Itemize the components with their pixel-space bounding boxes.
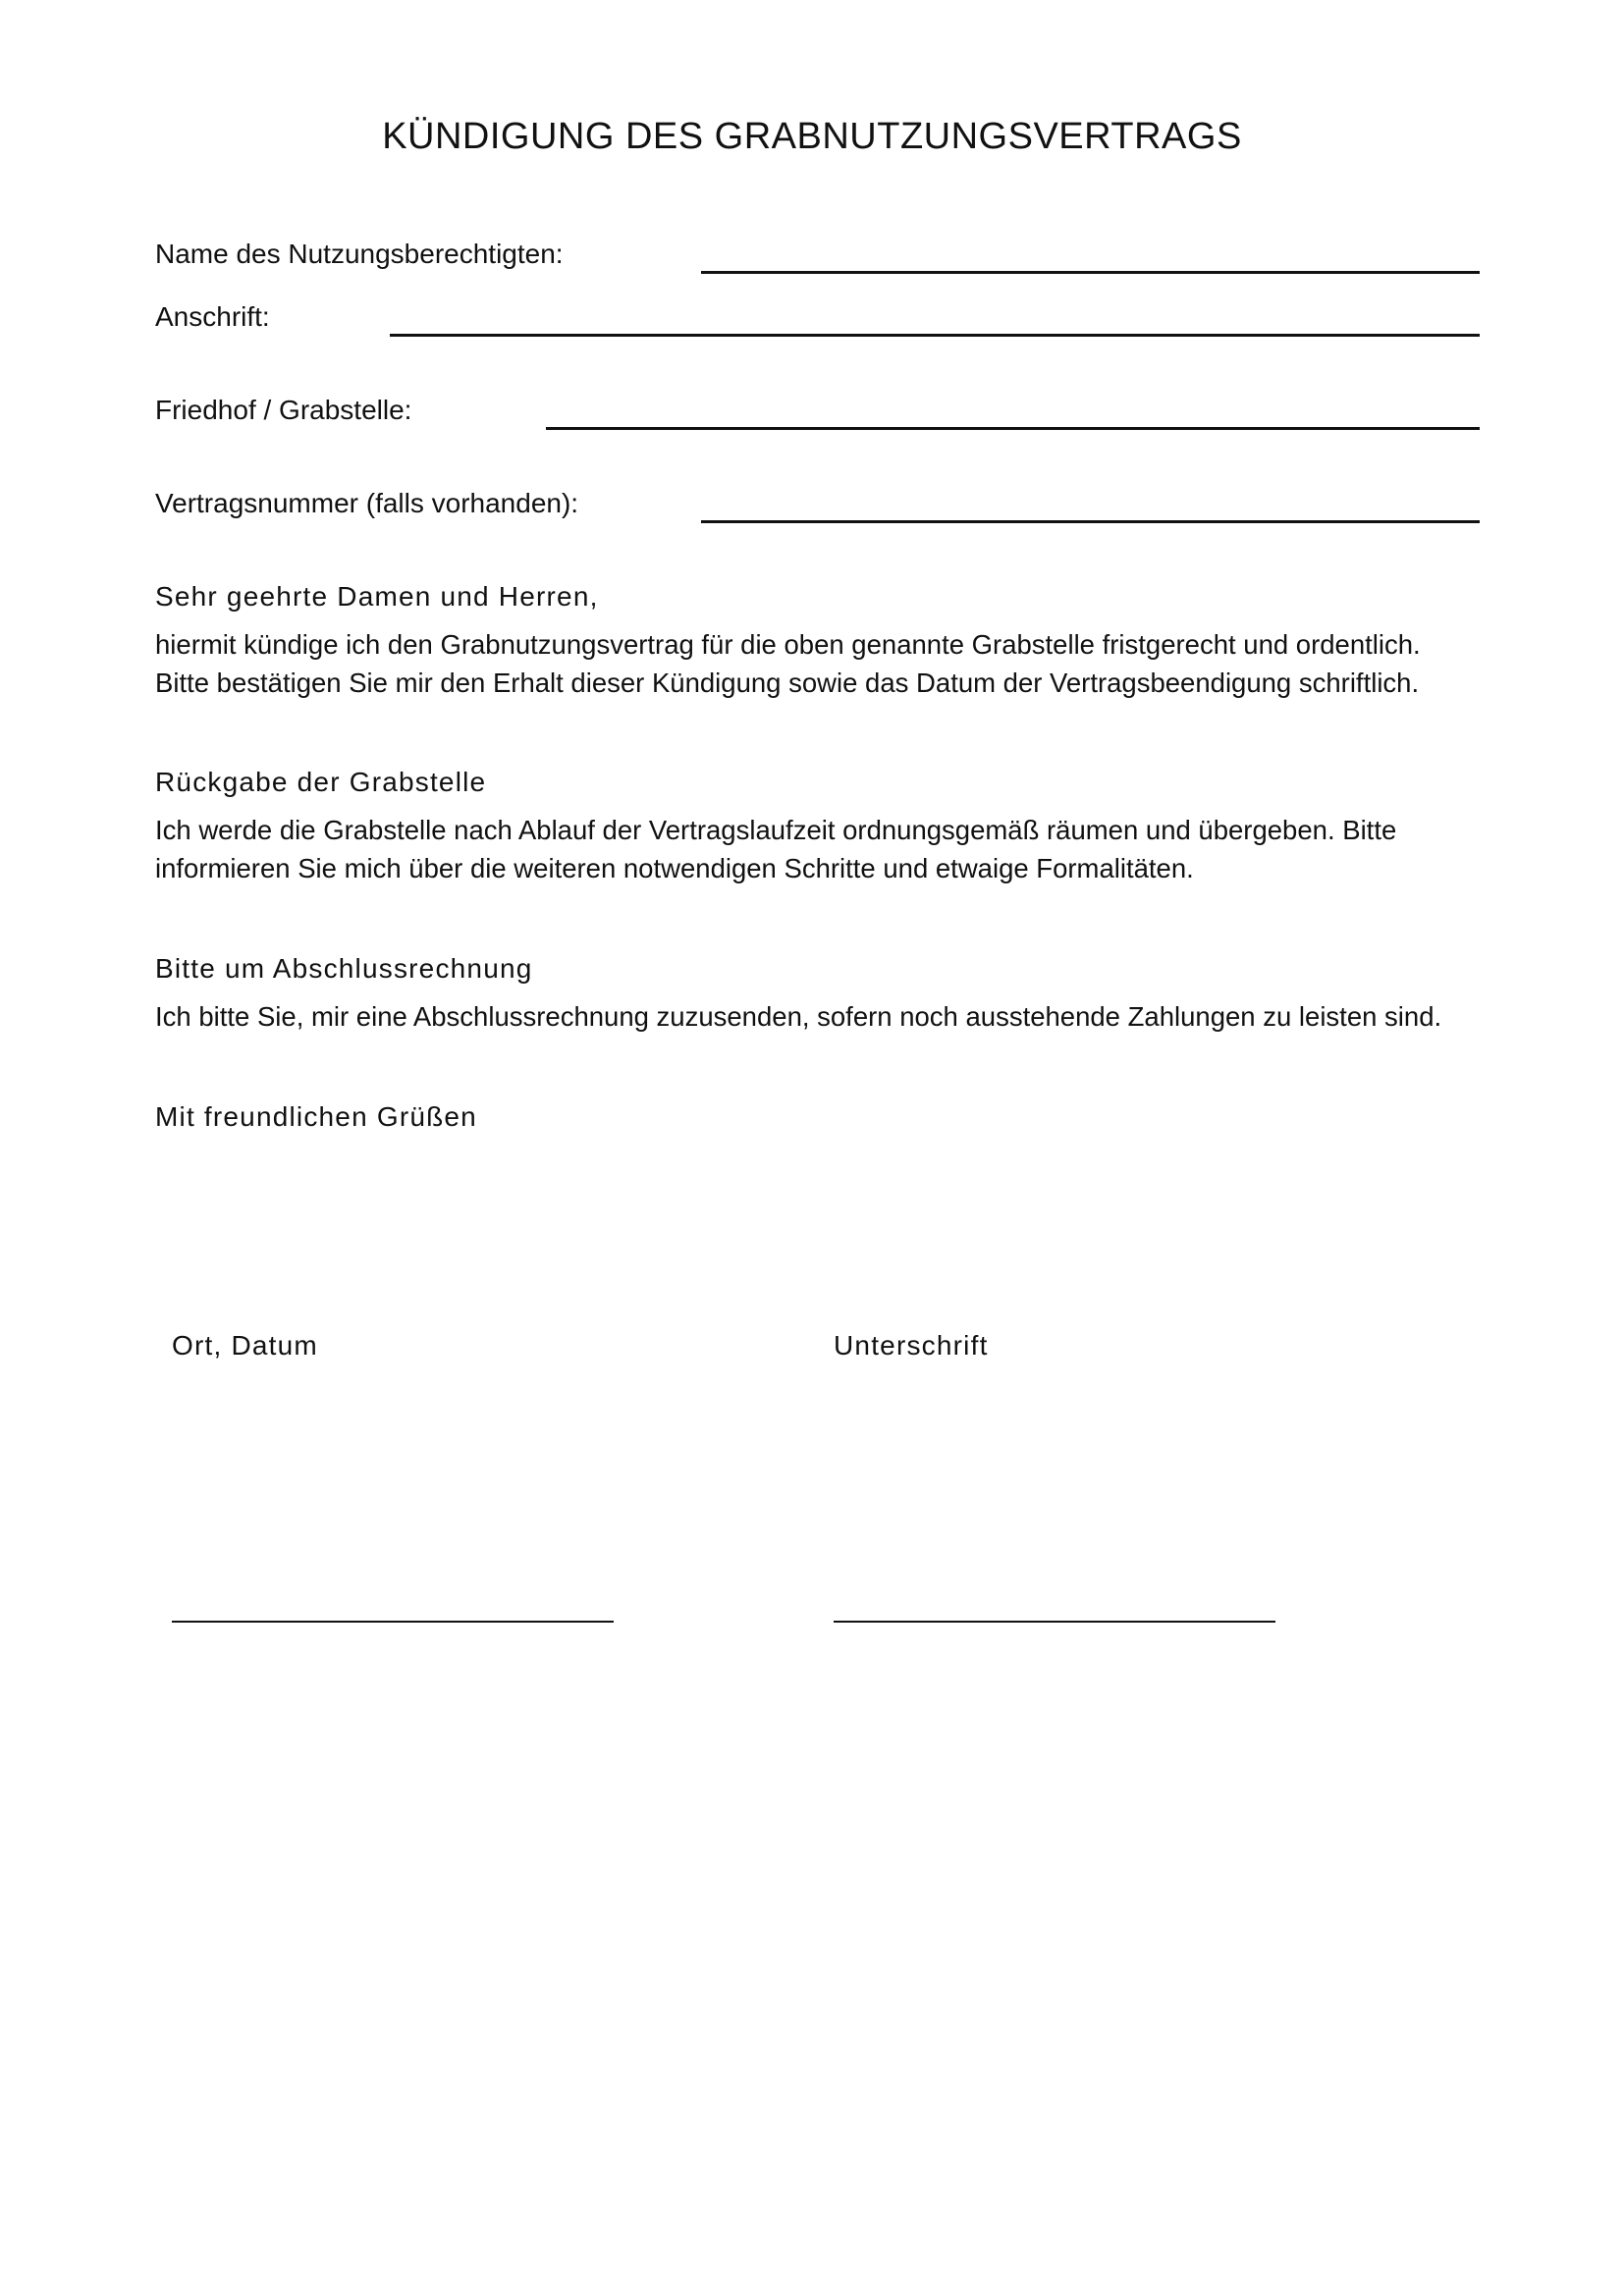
- intro-line-1: hiermit kündige ich den Grabnutzungsvertrag für die oben genannte Grabstelle fristgerecht und ordentlich.: [155, 629, 1421, 660]
- cemetery-field[interactable]: [546, 427, 1480, 430]
- place-date-line[interactable]: [172, 1621, 614, 1623]
- invoice-line-1: Ich bitte Sie, mir eine Abschlussrechnung zuzusenden, sofern noch ausstehende Zahlungen zu leisten sind.: [155, 1001, 1442, 1032]
- contract-number-label: Vertragsnummer (falls vorhanden):: [155, 488, 579, 518]
- name-field[interactable]: [701, 271, 1480, 274]
- name-label: Name des Nutzungsberechtigten:: [155, 239, 564, 269]
- place-date-label: Ort, Datum: [172, 1330, 318, 1361]
- invoice-heading: Bitte um Abschlussrechnung: [155, 953, 533, 984]
- return-line-2: informieren Sie mich über die weiteren notwendigen Schritte und etwaige Formalitäten.: [155, 853, 1194, 883]
- cemetery-label: Friedhof / Grabstelle:: [155, 395, 412, 425]
- address-field[interactable]: [390, 334, 1480, 337]
- salutation: Sehr geehrte Damen und Herren,: [155, 581, 599, 612]
- signature-label: Unterschrift: [834, 1330, 989, 1361]
- return-line-1: Ich werde die Grabstelle nach Ablauf der Vertragslaufzeit ordnungsgemäß räumen und übergeben. Bitte: [155, 815, 1397, 845]
- return-heading: Rückgabe der Grabstelle: [155, 767, 487, 797]
- closing: Mit freundlichen Grüßen: [155, 1101, 477, 1132]
- intro-line-2: Bitte bestätigen Sie mir den Erhalt dieser Kündigung sowie das Datum der Vertragsbeendigung schriftlich.: [155, 667, 1420, 698]
- document-title: KÜNDIGUNG DES GRABNUTZUNGSVERTRAGS: [382, 116, 1242, 157]
- contract-number-field[interactable]: [701, 520, 1480, 523]
- address-label: Anschrift:: [155, 301, 270, 332]
- signature-line[interactable]: [834, 1621, 1275, 1623]
